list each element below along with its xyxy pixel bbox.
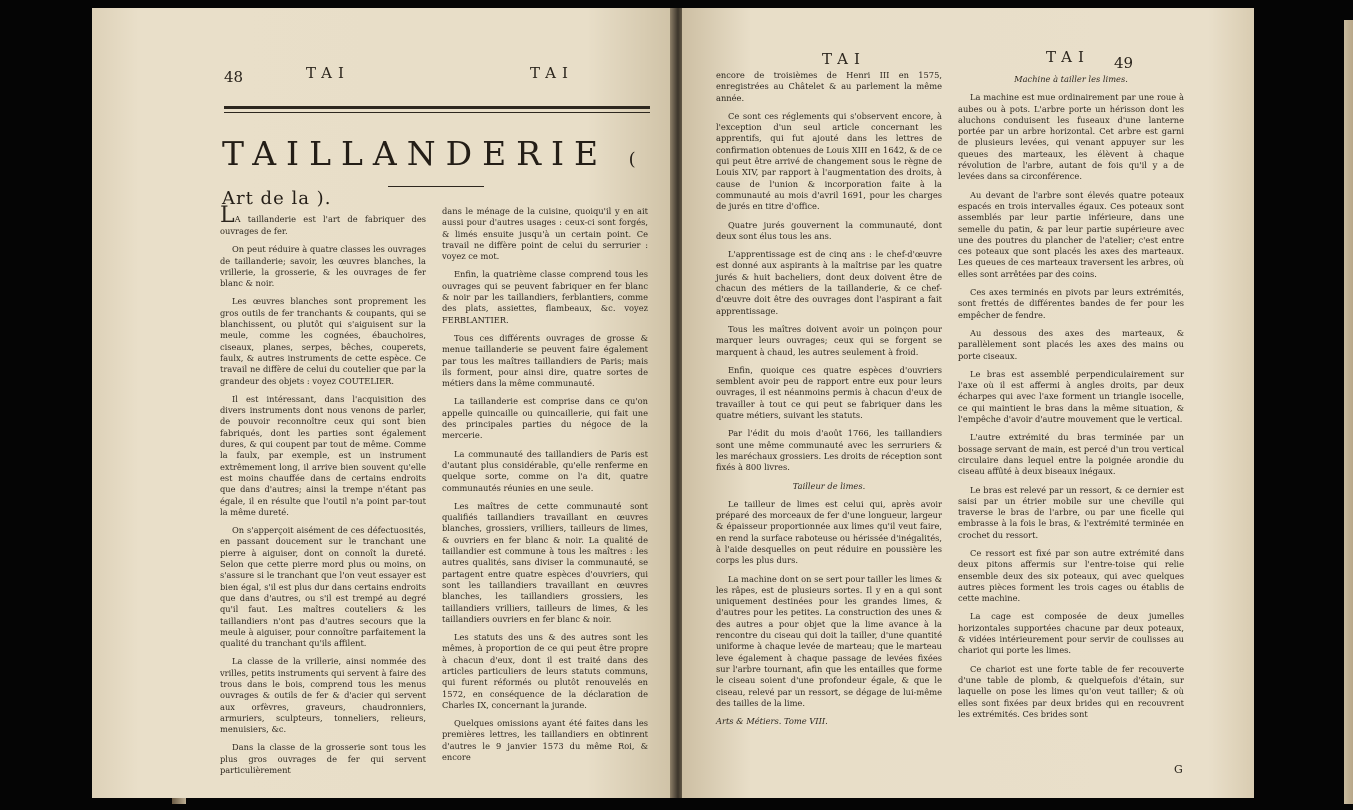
paragraph: Enfin, quoique ces quatre espèces d'ouvriers semblent avoir peu de rapport entre eux pour leurs ouvrages, il est néanmoins permis à chacun d'eux de travailler à tout ce qui peut se fabriquer dans les quatre métiers, suivant les statuts. xyxy=(716,364,942,421)
page-number: 48 xyxy=(224,68,244,86)
title-text: TAILLANDERIE xyxy=(222,134,609,173)
section-subheading: Tailleur de limes. xyxy=(792,480,866,491)
running-head: TAI xyxy=(1046,48,1090,66)
paragraph: Quatre jurés gouvernent la communauté, dont deux sont élus tous les ans. xyxy=(716,219,942,241)
paragraph: Au dessous des axes des marteaux, & parallèlement sont placés les axes des mains ou porte ciseaux. xyxy=(958,327,1184,361)
paragraph: Ces axes terminés en pivots par leurs extrémités, sont frettés de différentes bandes de fer pour les empêcher de fendre. xyxy=(958,287,1184,320)
paragraph: Par l'édit du mois d'août 1766, les taillandiers sont une même communauté avec les serruriers & les maréchaux grossiers. Les droits de réception sont fixés à 800 livres. xyxy=(716,428,942,473)
title-rule xyxy=(388,186,484,187)
paragraph: Les maîtres de cette communauté sont qualifiés taillandiers travaillant en œuvres blanches, grossiers, vrilliers, tailleurs de limes, & ouvriers en fer blanc & noir. La qualité de taillandier est commune à tous les maîtres : les autres qualités, sans diviser la communauté, se partagent entre quatre espèces d'ouvriers, qui sont les taillandiers travaillant en œuvres blanches, les taillandiers grossiers, les taillandiers vrilliers, tailleurs de limes, & les taillandiers ouvriers en fer blanc & noir. xyxy=(442,500,648,624)
paragraph: encore de troisièmes de Henri III en 1575, enregistrées au Châtelet & au parlement la même année. xyxy=(716,70,942,103)
paragraph: Quelques omissions ayant été faites dans les premières lettres, les taillandiers en obtinrent d'autres le 9 janvier 1573 du même Roi, & encore xyxy=(442,718,648,763)
paragraph: Ce chariot est une forte table de fer recouverte d'une table de plomb, & quelquefois d'étain, sur laquelle on pose les limes qu'on veut tailler; & où elles sont fixées par deux brides qui en recouvrent les extrémités. Ces brides sont xyxy=(958,663,1184,719)
paragraph: La classe de la vrillerie, ainsi nommée des vrilles, petits instruments qui servent à faire des trous dans le bois, comprend tous les menus ouvrages & outils de fer & d'acier qui servent aux orfèvres, graveurs, chaudronniers, armuriers, sculpteurs, tonneliers, relieurs, menuisiers, &c. xyxy=(220,656,426,735)
section-subheading: Machine à tailler les limes. xyxy=(1014,74,1128,84)
running-head: TAI xyxy=(822,50,866,68)
paragraph: Tous ces différents ouvrages de grosse & menue taillanderie se peuvent faire également par tous les maîtres taillandiers de Paris; mais ils forment, pour ainsi dire, quatre sortes de métiers dans la même communauté. xyxy=(442,332,648,389)
paragraph: dans le ménage de la cuisine, quoiqu'il y en ait aussi pour d'autres usages : ceux-ci sont forgés, & limés ensuite jusqu'à un certain point. Ce travail ne diffère point de celui du serrurier : voyez ce mot. xyxy=(442,206,648,262)
title-suffix: ( Art de la ). xyxy=(222,149,637,209)
paragraph: Dans la classe de la grosserie sont tous les plus gros ouvrages de fer qui servent particulièrement xyxy=(220,742,426,776)
paragraph: La communauté des taillandiers de Paris est d'autant plus considérable, qu'elle renferme en quelque sorte, comme on l'a dit, quatre communautés réunies en une seule. xyxy=(442,448,648,493)
paragraph: Les œuvres blanches sont proprement les gros outils de fer tranchants & coupants, qui se blanchissent, ou plutôt qui s'aiguisent sur la meule, comme les cognées, ébauchoires, ciseaux, planes, serpes, bêches, couperets, faulx, & autres instruments de cette espèce. Ce travail ne diffère de celui du coutelier que par la grandeur des objets : voyez COUTELIER. xyxy=(220,296,426,386)
paragraph: Au devant de l'arbre sont élevés quatre poteaux espacés en trois intervalles égaux. Ces poteaux sont assemblés par leur partie inférieure, dans une semelle du patin, & par leur partie supérieure avec une des poutres du plancher de l'atelier; c'est entre ces poteaux que sont placés les axes des marteaux. Les queues de ces marteaux traversent les arbres, où elles sont arrêtées par des coins. xyxy=(958,189,1184,279)
paragraph: La machine est mue ordinairement par une roue à aubes ou à pots. L'arbre porte un hérisson dont les aluchons conduisent les fuseaux d'une lanterne portée par un arbre horizontal. Cet arbre est garni de plusieurs levées, qui venant appuyer sur les queues des marteaux, les élèvent à chaque révolution de l'arbre, autant de fois qu'il y a de levées dans sa circonférence. xyxy=(958,92,1184,182)
running-head: TAI xyxy=(530,64,574,82)
paragraph: La taillanderie est comprise dans ce qu'on appelle quincaille ou quincaillerie, qui fait une des principales parties du négoce de la mercerie. xyxy=(442,396,648,441)
paragraph: Tous les maîtres doivent avoir un poinçon pour marquer leurs ouvrages; ceux qui se forgent se marquent à chaud, les autres seulement à froid. xyxy=(716,323,942,357)
paragraph: LA taillanderie est l'art de fabriquer des ouvrages de fer. xyxy=(220,203,426,236)
left-page xyxy=(92,8,674,798)
signature-mark: G xyxy=(1174,763,1183,776)
paragraph: Le bras est relevé par un ressort, & ce dernier est saisi par un étrier mobile sur une cheville qui traverse le bras de l'arbre, ou par une ficelle qui embrasse à la fois le bras, & l'extrémité terminée en crochet du ressort. xyxy=(958,484,1184,540)
article-title xyxy=(222,134,674,212)
page-number: 49 xyxy=(1114,54,1134,72)
right-page-column-1 xyxy=(716,70,942,734)
paragraph: Ce sont ces réglements qui s'observent encore, à l'exception d'un seul article concernant les apprentifs, qui fut ajouté dans les lettres de confirmation obtenues de Louis XIII en 1642, & de ce qui peut être arrivé de changement sous le règne de Louis XIV, par rapport à l'augmentation des droits, à cause de l'union & incorporation faite à la communauté au mois d'avril 1691, pour les charges de jurés en titre d'office. xyxy=(716,110,942,212)
paragraph: On peut réduire à quatre classes les ouvrages de taillanderie; savoir, les œuvres blanches, la vrillerie, la grosserie, & les ouvrages de fer blanc & noir. xyxy=(220,244,426,289)
paragraph: L'apprentissage est de cinq ans : le chef-d'œuvre est donné aux aspirants à la maîtrise par les quatre jurés & huit bacheliers, dont deux doivent être de chacun des métiers de la taillanderie, & ce chef-d'œuvre doit être des ouvrages dont l'aspirant a fait apprentissage. xyxy=(716,249,942,316)
header-rule xyxy=(224,106,650,109)
paragraph: L'autre extrémité du bras terminée par un bossage servant de main, est percé d'un trou vertical circulaire dans lequel entre la poignée arondie du ciseau affûté à deux biseaux inégaux. xyxy=(958,432,1184,477)
running-head: TAI xyxy=(306,64,350,82)
paragraph: Le bras est assemblé perpendiculairement sur l'axe où il est affermi à angles droits, par deux écharpes qui avec l'axe forment un triangle isocelle, ce qui maintient le bras dans la même situation, & l'empêche d'avoir d'autre mouvement que le vertical. xyxy=(958,368,1184,425)
volume-footer: Arts & Métiers. Tome VIII. xyxy=(716,716,828,727)
paragraph: La machine dont on se sert pour tailler les limes & les râpes, est de plusieurs sortes. Il y en a qui sont uniquement destinées pour les grandes limes, & d'autres pour les petites. La construction des unes & des autres a pour objet que la lime avance à la rencontre du ciseau qui doit la tailler, d'une quantité uniforme à chaque levée de marteau; que le marteau leve également à chaque passage de levées fixées sur l'arbre tournant, afin que les entailles que forme le ciseau soient d'une profondeur égale, & que le ciseau, relevé par un ressort, se dégage de lui-même des tailles de la lime. xyxy=(716,573,942,708)
right-page-edges xyxy=(1344,20,1353,804)
paragraph: La cage est composée de deux jumelles horizontales supportées chacune par deux poteaux, & vidées intérieurement pour servir de coulisses au chariot qui porte les limes. xyxy=(958,611,1184,656)
paragraph: Ce ressort est fixé par son autre extrémité dans deux pitons affermis sur l'entre-toise qui relie ensemble deux des six poteaux, qui avec quelques autres pièces forment les trois cages ou établis de cette machine. xyxy=(958,547,1184,604)
header-rule-thin xyxy=(224,112,650,113)
open-book xyxy=(92,8,1254,798)
paragraph: On s'apperçoit aisément de ces défectuosités, en passant doucement sur le tranchant une pierre à aiguiser, dont on connoît la dureté. Selon que cette pierre mord plus ou moins, on s'assure si le tranchant que l'on veut essayer est bien égal, s'il est plus dur dans certains endroits que dans d'autres, ou s'il est trempé au degré qu'il faut. Les maîtres couteliers & les taillandiers n'ont pas d'autres secours que la meule à aiguiser, pour connoître parfaitement la qualité du tranchant qu'ils affilent. xyxy=(220,525,426,649)
paragraph: Le tailleur de limes est celui qui, après avoir préparé des morceaux de fer d'une longueur, largeur & épaisseur proportionnée aux limes qu'il veut faire, en rend la surface raboteuse ou hérissée d'inégalités, à l'aide desquelles on peut réduire en poussière les corps les plus durs. xyxy=(716,498,942,566)
right-page-column-2 xyxy=(958,74,1184,727)
left-page-column-2 xyxy=(442,206,648,770)
paragraph: Il est intéressant, dans l'acquisition des divers instruments dont nous venons de parler, de pouvoir reconnoître ceux qui sont bien fabriqués, dont les parties sont également dures, & qui coupent par tout de même. Comme la faulx, par exemple, est un instrument extrêmement long, il arrive bien souvent qu'elle est moins chauffée dans de certains endroits que dans d'autres; ainsi la trempe n'étant pas égale, il en résulte que l'outil n'a point par-tout la même dureté. xyxy=(220,393,426,517)
paragraph: Les statuts des uns & des autres sont les mêmes, à proportion de ce qui peut être propre à chacun d'eux, dont il est traité dans des articles particuliers de leurs statuts communs, qui furent réformés ou plutôt renouvelés en 1572, en conséquence de la déclaration de Charles IX, concernant la jurande. xyxy=(442,632,648,710)
drop-cap: L xyxy=(220,203,235,228)
right-page xyxy=(682,8,1254,798)
paragraph: Enfin, la quatrième classe comprend tous les ouvrages qui se peuvent fabriquer en fer blanc & noir par les taillandiers, ferblantiers, comme des plats, assiettes, flambeaux, &c. voyez FERBLANTIER. xyxy=(442,269,648,325)
left-page-column-1 xyxy=(220,203,426,783)
